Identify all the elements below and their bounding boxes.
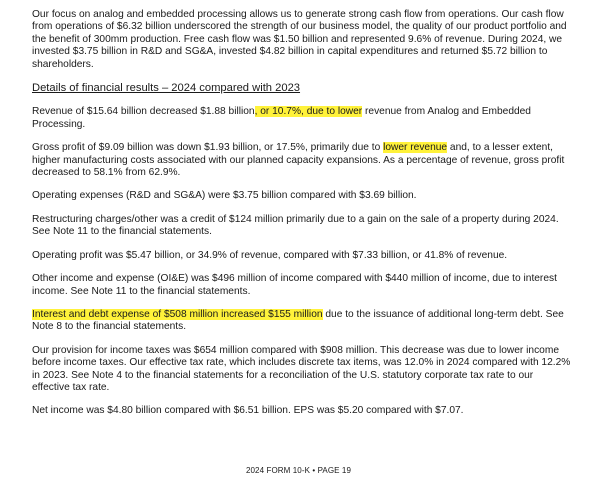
gross-profit-paragraph xyxy=(32,142,572,179)
taxes-paragraph: Our provision for income taxes was $654 million compared with $908 million. This decrease was due to lower income before income taxes. Our effective tax rate, which includes discrete tax items, was 12.0% in 2024 compared with 12.2% in 2023. See Note 4 to the financial statements for a reconciliation of the U.S. statutory corporate tax rate to our effective tax rate. xyxy=(32,344,571,393)
page-footer: 2024 FORM 10-K • PAGE 19 xyxy=(245,466,352,475)
interest-paragraph xyxy=(32,309,572,334)
gross-profit-text-b: and, to a lesser extent, higher manufacturing costs associated with our planned capacity expansions. As a percentage of revenue, gross profit decreased to 58.1% from 62.9%. xyxy=(32,142,565,179)
gross-profit-text-a: Gross profit of $9.09 billion was down $1.93 billion, or 17.5%, primarily due to xyxy=(32,142,384,154)
opex-paragraph: Operating expenses (R&D and SG&A) were $3.75 billion compared with $3.69 billion. xyxy=(32,190,417,202)
oie-paragraph: Other income and expense (OI&E) was $496 million of income compared with $440 million of income, due to interest income. See Note 11 to the financial statements. xyxy=(32,273,557,297)
operating-profit-paragraph: Operating profit was $5.47 billion, or 34.9% of revenue, compared with $7.33 billion, or 41.8% of revenue. xyxy=(32,249,508,261)
revenue-highlight: , or 10.7%, due to lower xyxy=(254,106,363,118)
intro-paragraph: Our focus on analog and embedded processing allows us to generate strong cash flow from operations. Our cash flow from operations of $6.32 billion underscored the strength of our business model, the quality of our product portfolio and the benefit of 300mm production. Free cash flow was $1.50 billion and represented 9.6% of revenue. During 2024, we invested $3.75 billion in R&D and SG&A, invested $4.82 billion in capital expenditures and returned $5.72 billion to shareholders. xyxy=(32,9,567,70)
restructuring-paragraph: Restructuring charges/other was a credit of $124 million primarily due to a gain on the sale of a property during 2024. See Note 11 to the financial statements. xyxy=(32,213,559,238)
gross-profit-highlight: lower revenue xyxy=(383,142,448,154)
document-page xyxy=(32,9,572,429)
interest-text-b: due to the issuance of additional long-term debt. See Note 8 to the financial statements. xyxy=(32,308,564,333)
section-heading: Details of financial results – 2024 compared with 2023 xyxy=(32,82,301,95)
revenue-paragraph xyxy=(32,106,572,131)
interest-highlight: Interest and debt expense of $508 million increased $155 million xyxy=(32,308,323,320)
net-income-paragraph: Net income was $4.80 billion compared with $6.51 billion. EPS was $5.20 compared with $7.07. xyxy=(32,405,464,417)
revenue-text-a: Revenue of $15.64 billion decreased $1.88 billion xyxy=(32,106,255,118)
revenue-text-b: revenue from Analog and Embedded Processing. xyxy=(32,106,531,130)
